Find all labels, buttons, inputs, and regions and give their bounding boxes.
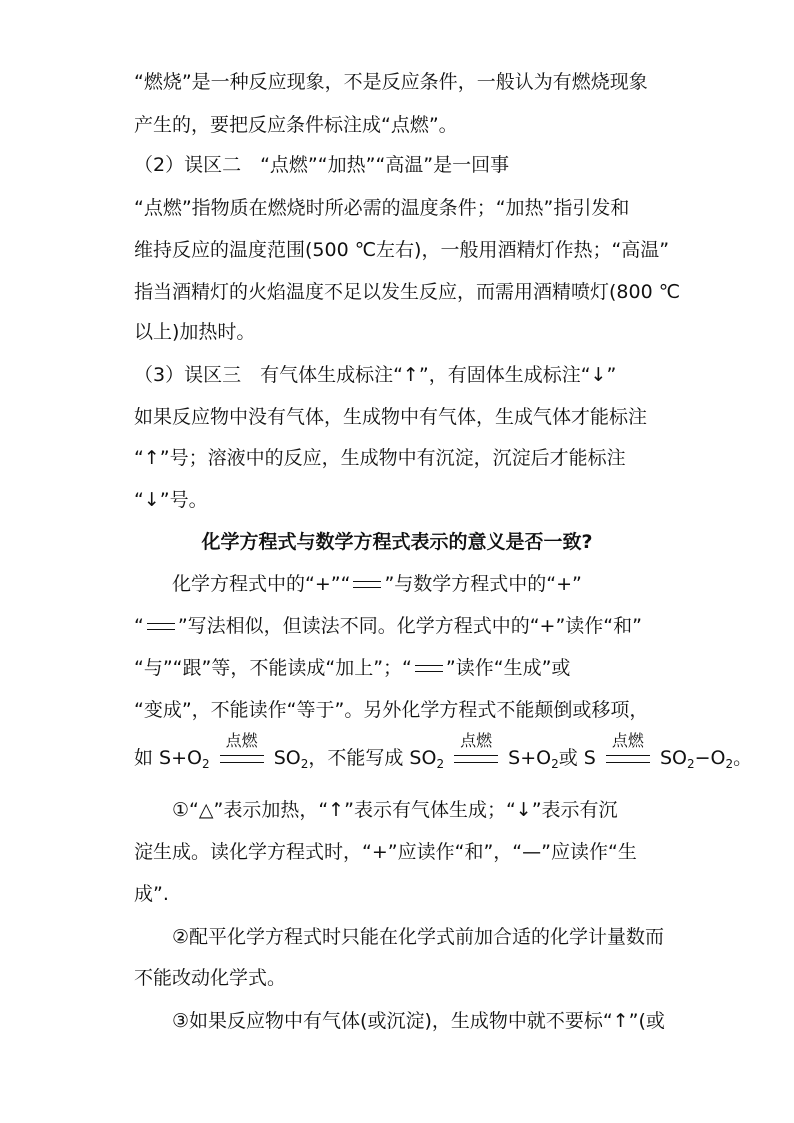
para1-text-b: ”与数学方程式中的“+” <box>384 573 582 595</box>
reaction-condition-ignite <box>220 731 264 770</box>
eq-text-5: 或 S <box>558 747 596 769</box>
misconception-2-heading: （2）误区二 “点燃”“加热”“高温”是一回事 <box>134 154 510 176</box>
para1-line-2 <box>134 614 642 638</box>
para1-text-c: “ <box>134 615 144 637</box>
para1-text-a: 化学方程式中的“+”“ <box>172 573 351 595</box>
eq-text-2: SO <box>273 747 301 769</box>
equals-symbol <box>220 755 264 763</box>
eq-text-1: 如 S+O <box>134 747 202 769</box>
note-1-line-3: 成”. <box>134 883 169 905</box>
note-1-line-1: ①“△”表示加热，“↑”表示有气体生成；“↓”表示有沉 <box>172 799 618 821</box>
equals-symbol <box>606 755 650 763</box>
text-line-9: 如果反应物中没有气体，生成物中有气体，生成气体才能标注 <box>134 406 648 428</box>
text-line-4: “点燃”指物质在燃烧时所必需的温度条件；“加热”指引发和 <box>134 197 630 219</box>
misconception-3-heading: （3）误区三 有气体生成标注“↑”，有固体生成标注“↓” <box>134 364 617 386</box>
para1-text-f: ”读作“生成”或 <box>445 657 571 679</box>
condition-label: 点燃 <box>460 731 493 750</box>
subscript-2: 2 <box>686 757 695 771</box>
condition-label: 点燃 <box>225 731 258 750</box>
para1-text-e: “与”“跟”等，不能读成“加上”；“ <box>134 657 412 679</box>
text-line-6: 指当酒精灯的火焰温度不足以发生反应，而需用酒精喷灯(800 ℃ <box>134 281 681 303</box>
para1-text-d: ”写法相似，但读法不同。化学方程式中的“+”读作“和” <box>177 615 642 637</box>
condition-label: 点燃 <box>611 731 644 750</box>
para1-line-1 <box>172 572 582 596</box>
subscript-2: 2 <box>725 757 734 771</box>
subscript-2: 2 <box>300 757 309 771</box>
text-line-5: 维持反应的温度范围(500 ℃左右)，一般用酒精灯作热；“高温” <box>134 239 670 261</box>
equation-line <box>134 731 753 776</box>
note-3-line-1: ③如果反应物中有气体(或沉淀)，生成物中就不要标“↑”(或 <box>172 1010 665 1032</box>
subscript-2: 2 <box>551 757 559 771</box>
equals-symbol <box>454 755 498 763</box>
note-2-line-1: ②配平化学方程式时只能在化学式前加合适的化学计量数而 <box>172 926 665 948</box>
equals-symbol <box>147 623 175 630</box>
section-title: 化学方程式与数学方程式表示的意义是否一致? <box>201 531 593 553</box>
equals-symbol <box>415 665 443 672</box>
text-line-1: “燃烧”是一种反应现象，不是反应条件，一般认为有燃烧现象 <box>134 71 648 93</box>
text-line-7: 以上)加热时。 <box>134 321 256 343</box>
text-line-2: 产生的，要把反应条件标注成“点燃”。 <box>134 114 458 136</box>
text-line-10: “↑”号；溶液中的反应，生成物中有沉淀，沉淀后才能标注 <box>134 447 626 469</box>
note-2-line-2: 不能改动化学式。 <box>134 967 287 989</box>
subscript-2: 2 <box>436 757 445 771</box>
reaction-condition-ignite <box>454 731 498 770</box>
eq-text-3: ，不能写成 SO <box>308 747 437 769</box>
note-1-line-2: 淀生成。读化学方程式时，“+”应读作“和”，“—”应读作“生 <box>134 841 637 863</box>
eq-text-6: SO <box>659 747 687 769</box>
reaction-condition-ignite <box>606 731 650 770</box>
para1-line-3 <box>134 656 570 680</box>
subscript-2: 2 <box>201 757 210 771</box>
equals-symbol <box>353 581 381 588</box>
para1-line-4: “变成”，不能读作“等于”。另外化学方程式不能颠倒或移项， <box>134 699 649 721</box>
text-line-11: “↓”号。 <box>134 489 208 511</box>
eq-text-8: 。 <box>733 747 753 769</box>
eq-text-7: −O <box>694 747 726 769</box>
eq-text-4: S+O <box>508 747 552 769</box>
